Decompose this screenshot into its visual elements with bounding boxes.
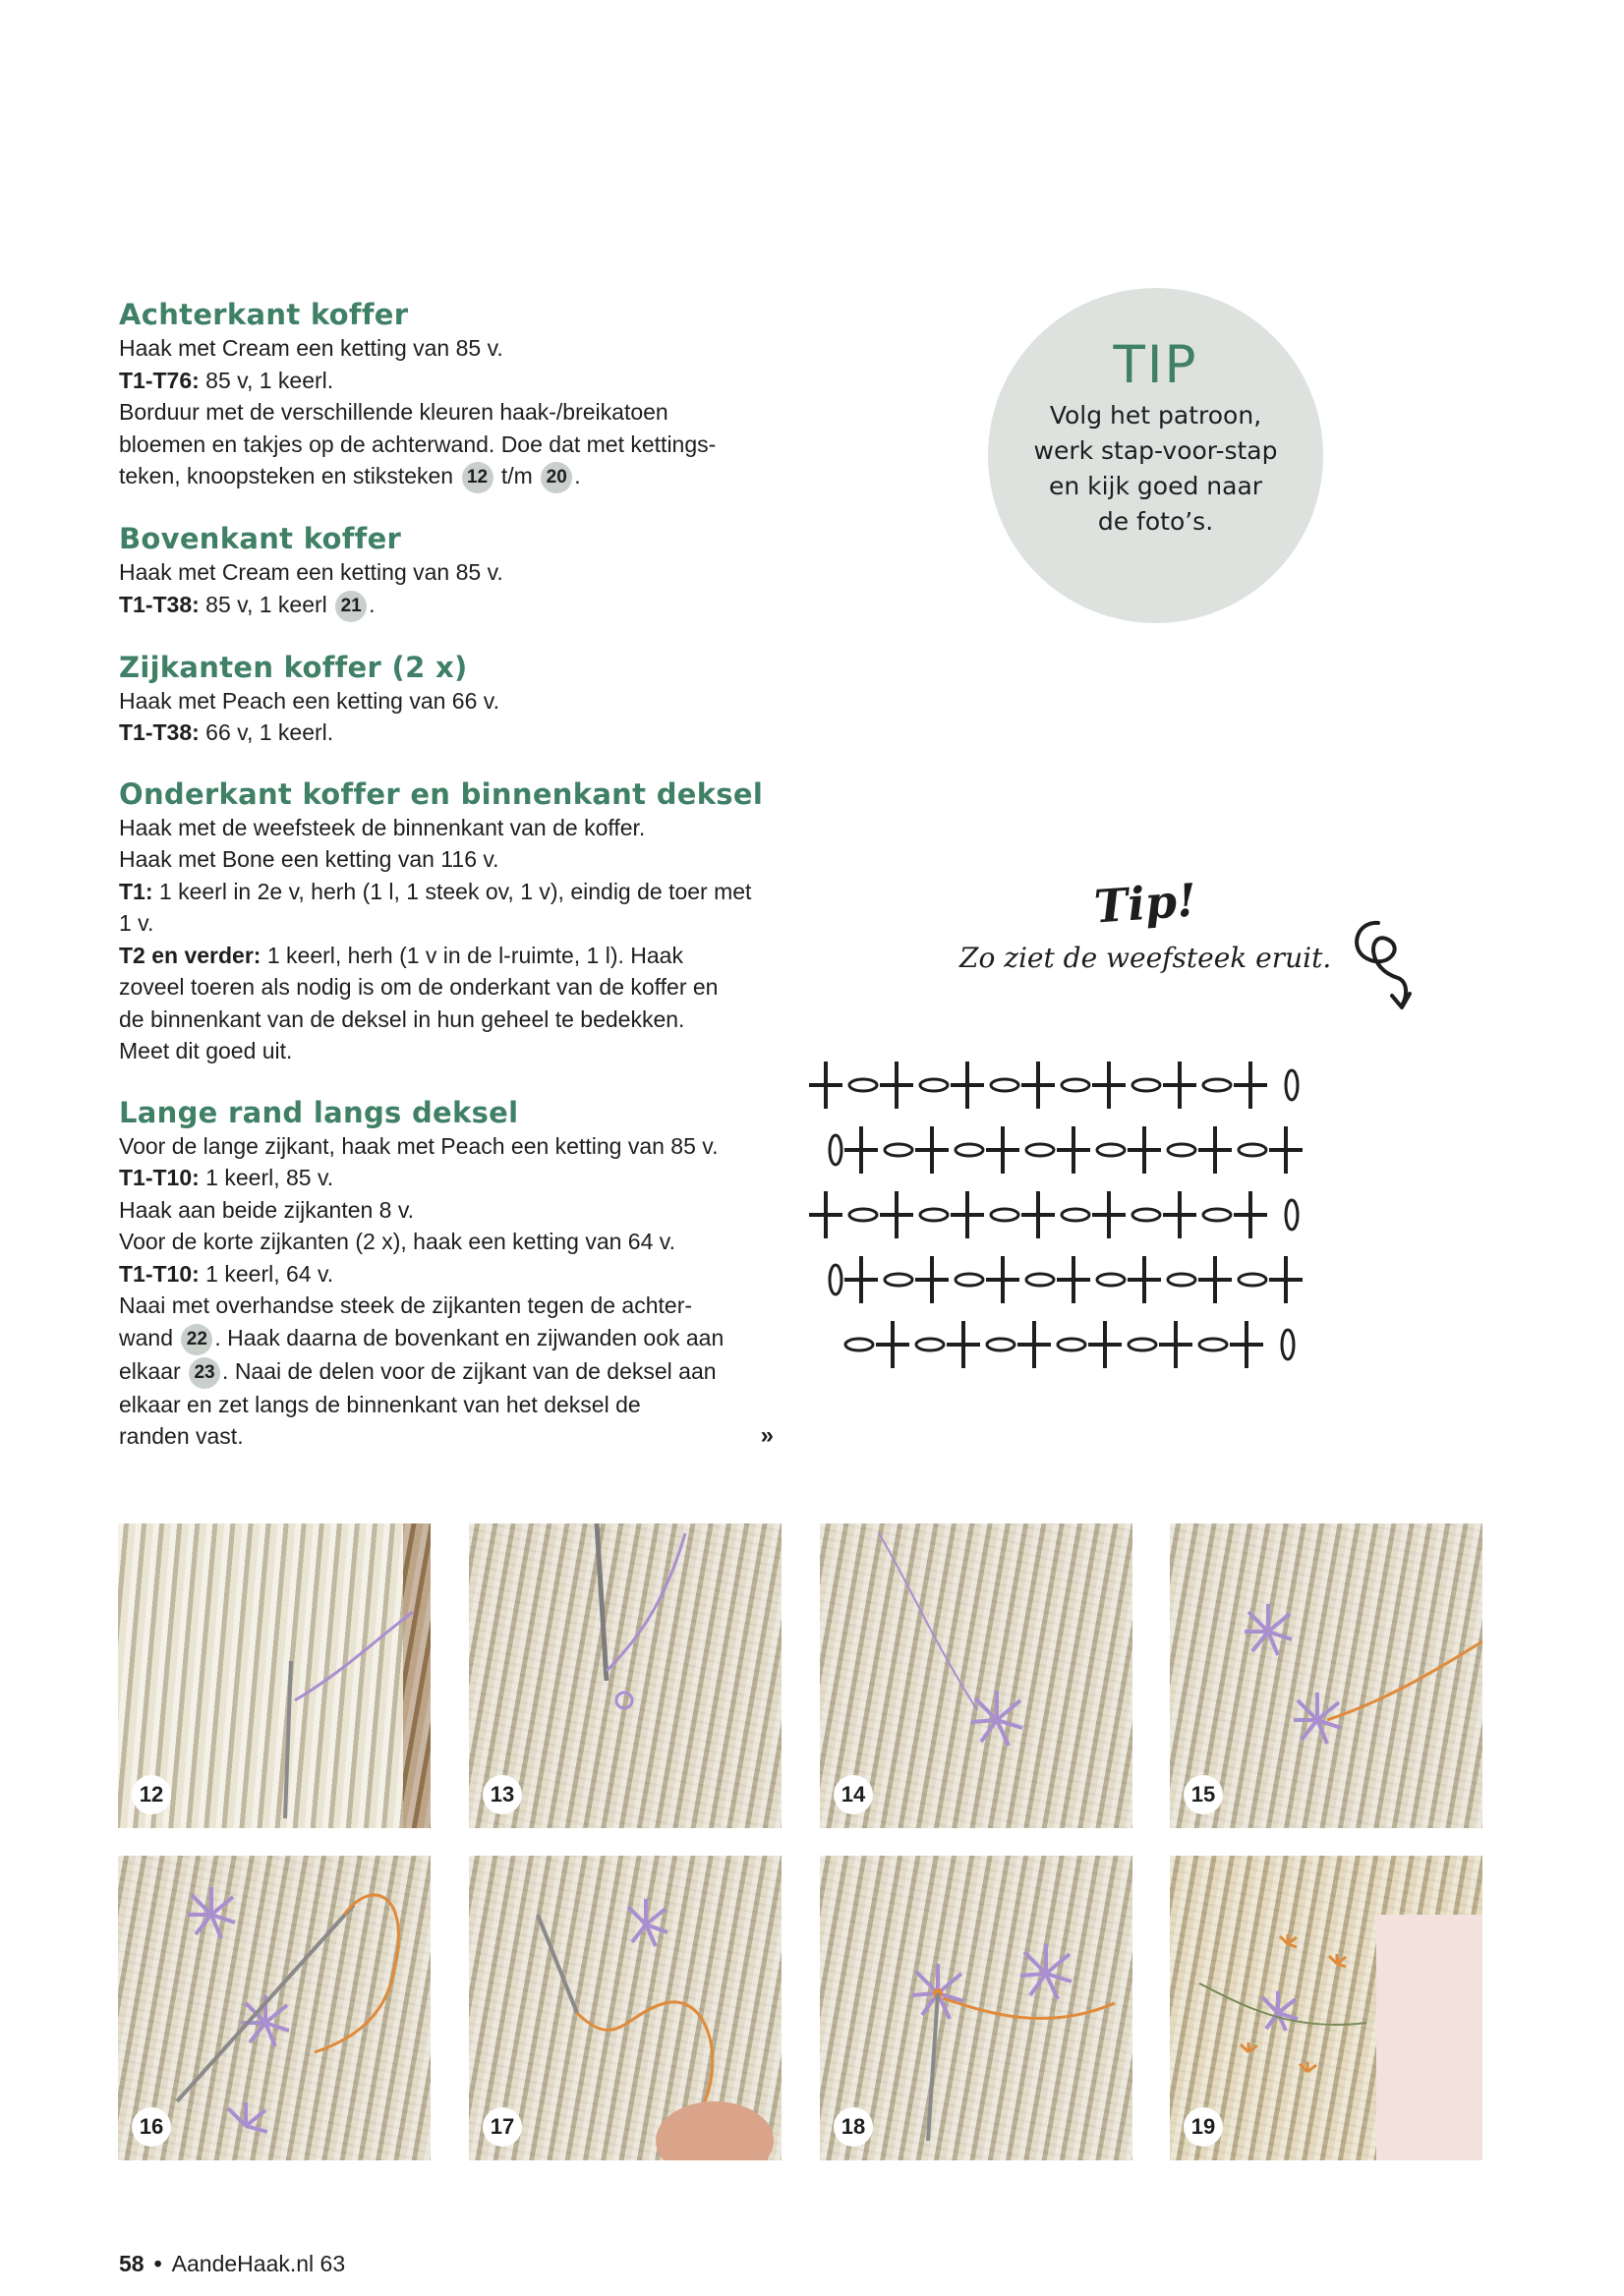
row-label: T1-T38: <box>119 719 200 745</box>
instruction-text <box>119 1261 333 1287</box>
chain-stitch <box>920 1079 948 1091</box>
instruction-text-part: 1 keerl in 2e v, herh (1 l, 1 steek ov, 1 v), eindig de toer met <box>152 878 752 904</box>
curl-arrow-icon <box>1347 909 1425 1017</box>
instruction-line <box>119 717 783 749</box>
instruction-text-part: 66 v, 1 keerl. <box>199 719 334 745</box>
chain-stitch-vertical <box>1286 1070 1298 1100</box>
instruction-line: Haak met Cream een ketting van 85 v. <box>119 335 503 361</box>
chain-stitch <box>1168 1144 1195 1156</box>
row-label: T2 en verder: <box>119 942 261 968</box>
instruction-line: Naai met overhandse steek de zijkanten tegen de achter- <box>119 1292 693 1318</box>
instruction-line <box>119 1420 783 1453</box>
step-photo-18 <box>820 1856 1132 2160</box>
weave-stitch-chart <box>806 1042 1484 1396</box>
section-title: Zijkanten koffer (2 x) <box>119 650 468 684</box>
chain-stitch <box>1062 1209 1089 1221</box>
section <box>119 776 783 1067</box>
step-badge: 21 <box>335 591 367 622</box>
instruction-text <box>119 1420 244 1453</box>
instruction-text-part: . <box>574 463 581 488</box>
chain-stitch <box>885 1274 912 1286</box>
instruction-text-part: wand <box>119 1324 180 1350</box>
chain-stitch <box>885 1144 912 1156</box>
chain-stitch <box>1026 1144 1054 1156</box>
chain-stitch <box>991 1079 1018 1091</box>
instruction-line <box>119 940 783 972</box>
chain-stitch <box>1062 1079 1089 1091</box>
instruction-text-part: t/m <box>494 463 540 488</box>
chain-stitch <box>845 1339 873 1350</box>
instruction-text-part: . Naai de delen voor de zijkant van de deksel aan <box>222 1357 717 1384</box>
instructions-column <box>119 297 783 1480</box>
instruction-line <box>119 589 783 622</box>
section-title: Lange rand langs deksel <box>119 1095 519 1129</box>
instruction-text <box>119 1325 724 1350</box>
instruction-text <box>119 1358 717 1384</box>
instruction-text-part: teken, knoopsteken en stiksteken <box>119 463 460 488</box>
section-title: Achterkant koffer <box>119 298 409 331</box>
instruction-line <box>119 1258 783 1291</box>
instruction-line: Borduur met de verschillende kleuren haak-/breikatoen <box>119 399 668 425</box>
section-title: Onderkant koffer en binnenkant deksel <box>119 776 764 811</box>
chain-stitch-vertical <box>1286 1200 1298 1230</box>
step-photo-19 <box>1170 1856 1482 2160</box>
photo-number: 17 <box>483 2107 522 2147</box>
step-badge: 20 <box>541 462 572 493</box>
chain-stitch <box>956 1144 983 1156</box>
chain-stitch <box>1132 1209 1160 1221</box>
chain-stitch <box>1058 1339 1085 1350</box>
photo-number: 15 <box>1184 1775 1223 1814</box>
instruction-text <box>119 463 581 488</box>
step-photo-12 <box>118 1523 431 1828</box>
instruction-line: elkaar en zet langs de binnenkant van het deksel de <box>119 1391 641 1417</box>
row-label: T1: <box>119 878 153 904</box>
footer-separator: • <box>153 2251 162 2276</box>
tip-line: werk stap-voor-stap <box>1033 436 1278 465</box>
chain-stitch <box>849 1209 877 1221</box>
instruction-line: Haak met Bone een ketting van 116 v. <box>119 846 499 872</box>
instruction-line <box>119 460 783 493</box>
instruction-text-part: 1 keerl, 85 v. <box>199 1165 334 1190</box>
handwritten-tip-title: Tip! <box>1092 873 1198 934</box>
tip-line: Volg het patroon, <box>1049 401 1262 430</box>
instruction-line <box>119 876 783 908</box>
photo-number: 16 <box>132 2107 171 2147</box>
chain-stitch <box>1203 1079 1231 1091</box>
instruction-text-part: 1 keerl, herh (1 v in de l-ruimte, 1 l). Haak <box>261 942 683 968</box>
section <box>119 1095 783 1453</box>
step-photo-16 <box>118 1856 431 2160</box>
page-number: 58 <box>119 2251 145 2276</box>
row-label: T1-T10: <box>119 1260 200 1287</box>
handwritten-tip-caption: Zo ziet de weefsteek eruit. <box>959 942 1332 974</box>
chain-stitch <box>1203 1209 1231 1221</box>
instruction-line: Voor de korte zijkanten (2 x), haak een ketting van 64 v. <box>119 1229 675 1254</box>
row-label: T1-T38: <box>119 591 200 617</box>
chain-stitch <box>987 1339 1015 1350</box>
row-label: T1-T76: <box>119 367 200 393</box>
section <box>119 650 783 749</box>
chain-stitch <box>1097 1274 1125 1286</box>
instruction-text <box>119 368 333 393</box>
instruction-line: de binnenkant van de deksel in hun geheel te bedekken. <box>119 1005 685 1032</box>
instruction-text <box>119 879 751 904</box>
instruction-text-part: elkaar <box>119 1357 188 1384</box>
step-badge: 22 <box>181 1324 212 1355</box>
tip-title: TIP <box>1113 335 1198 395</box>
step-photo-17 <box>469 1856 782 2160</box>
instruction-text-part: randen vast. <box>119 1423 244 1449</box>
step-photo-13 <box>469 1523 782 1828</box>
chain-stitch <box>991 1209 1018 1221</box>
chain-stitch <box>1097 1144 1125 1156</box>
chain-stitch <box>1239 1144 1266 1156</box>
row-label: T1-T10: <box>119 1165 200 1190</box>
instruction-text <box>119 719 333 745</box>
chain-stitch <box>920 1209 948 1221</box>
chain-stitch <box>849 1079 877 1091</box>
section <box>119 521 783 622</box>
photo-number: 18 <box>834 2107 873 2147</box>
instruction-line: Voor de lange zijkant, haak met Peach een ketting van 85 v. <box>119 1132 719 1159</box>
instruction-line: Haak aan beide zijkanten 8 v. <box>119 1196 415 1223</box>
photo-number: 12 <box>132 1775 171 1814</box>
instruction-line: Haak met Peach een ketting van 66 v. <box>119 687 499 714</box>
instruction-line: bloemen en takjes op de achterwand. Doe dat met kettings- <box>119 430 717 457</box>
instruction-text-part: 1 keerl, 64 v. <box>199 1260 334 1287</box>
instruction-text-part: 85 v, 1 keerl <box>199 591 334 617</box>
instruction-line <box>119 1355 783 1389</box>
chain-stitch <box>1199 1339 1227 1350</box>
section <box>119 297 783 493</box>
tip-line: de foto’s. <box>1097 507 1214 536</box>
instruction-line: Haak met Cream een ketting van 85 v. <box>119 559 503 585</box>
step-photo-15 <box>1170 1523 1482 1828</box>
instruction-line <box>119 1162 783 1194</box>
chain-stitch <box>1026 1274 1054 1286</box>
tip-body <box>988 398 1323 540</box>
section-title: Bovenkant koffer <box>119 522 402 555</box>
instruction-line: Meet dit goed uit. <box>119 1038 293 1063</box>
publication-name: AandeHaak.nl 63 <box>171 2251 346 2276</box>
tip-line: en kijk goed naar <box>1048 472 1263 500</box>
continue-arrow-icon: » <box>760 1422 774 1449</box>
instruction-text <box>119 1165 333 1190</box>
step-badge: 23 <box>189 1357 220 1389</box>
instruction-text-part: . Haak daarna de bovenkant en zijwanden ook aan <box>214 1324 725 1350</box>
photo-number: 13 <box>483 1775 522 1814</box>
chain-stitch <box>1129 1339 1156 1350</box>
step-badge: 12 <box>462 462 493 493</box>
photo-number: 14 <box>834 1775 873 1814</box>
instruction-text-part: 85 v, 1 keerl. <box>199 367 334 393</box>
tip-box <box>988 288 1323 623</box>
chain-stitch <box>1168 1274 1195 1286</box>
chain-stitch <box>1132 1079 1160 1091</box>
instruction-line: Haak met de weefsteek de binnenkant van de koffer. <box>119 814 646 840</box>
instruction-line: 1 v. <box>119 910 154 936</box>
instruction-line <box>119 1322 783 1355</box>
chain-stitch-vertical <box>830 1265 841 1294</box>
instruction-text <box>119 943 683 968</box>
chain-stitch-vertical <box>1282 1330 1294 1359</box>
instruction-text-part: . <box>369 591 376 617</box>
instruction-text <box>119 592 376 617</box>
chain-stitch <box>916 1339 944 1350</box>
instruction-line <box>119 365 783 397</box>
chain-stitch-vertical <box>830 1135 841 1165</box>
chain-stitch <box>1239 1274 1266 1286</box>
photo-number: 19 <box>1184 2107 1223 2147</box>
instruction-line: zoveel toeren als nodig is om de onderkant van de koffer en <box>119 974 719 1000</box>
step-photo-14 <box>820 1523 1132 1828</box>
chain-stitch <box>956 1274 983 1286</box>
page-footer <box>119 2251 345 2277</box>
